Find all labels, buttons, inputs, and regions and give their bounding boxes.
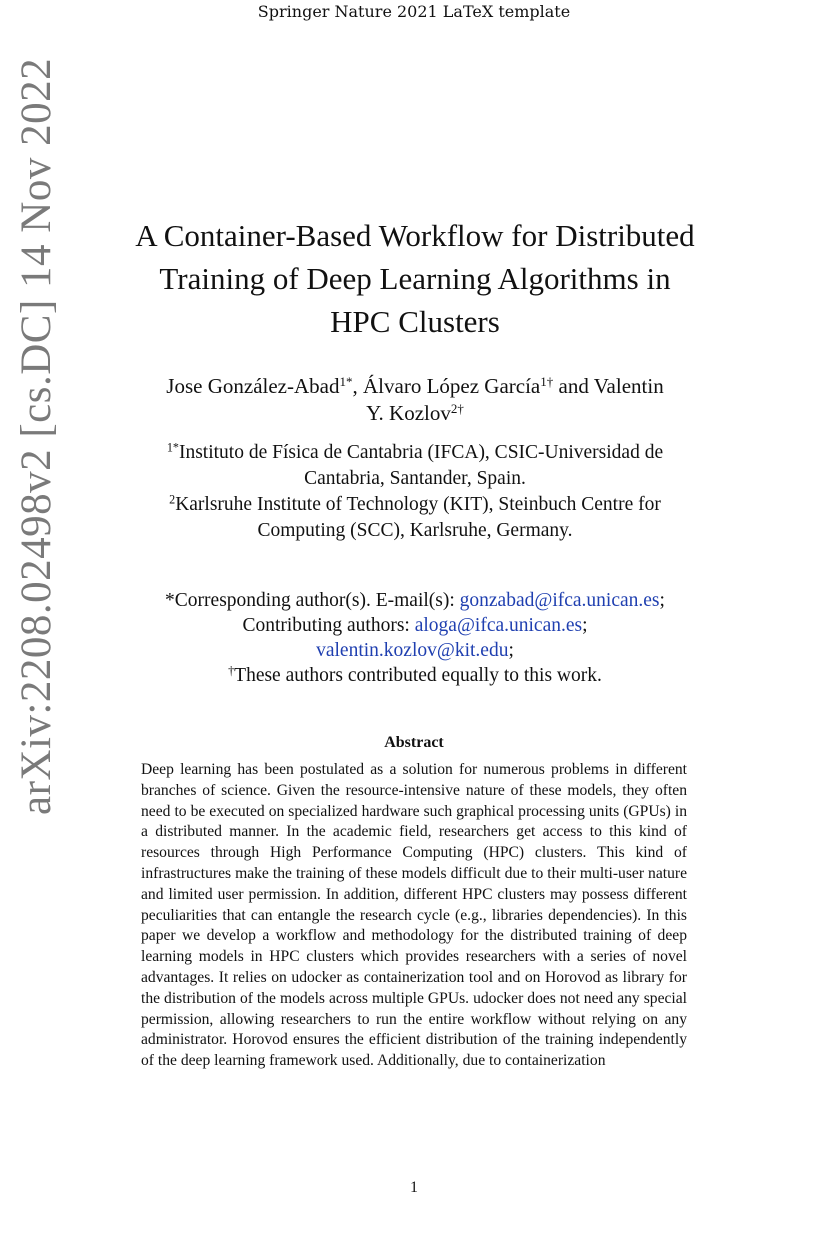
title-line: Training of Deep Learning Algorithms in — [159, 261, 671, 296]
separator: ; — [582, 615, 588, 636]
author-name: Jose González-Abad — [166, 374, 340, 398]
author-conjunction: and Valentin — [553, 374, 664, 398]
separator: ; — [659, 590, 665, 611]
contributing-label: Contributing authors: — [242, 615, 415, 636]
affiliations — [110, 440, 720, 544]
corresponding-email-link[interactable]: gonzabad@ifca.unican.es — [459, 590, 660, 611]
affiliation-mark: 2 — [169, 492, 176, 507]
abstract-heading: Abstract — [384, 734, 444, 751]
author-mark: 1* — [339, 373, 353, 389]
affiliation-line: Cantabria, Santander, Spain. — [304, 468, 526, 489]
title-line: A Container-Based Workflow for Distributed — [135, 218, 695, 253]
contributing-email-link[interactable]: valentin.kozlov@kit.edu — [316, 640, 509, 661]
affiliation-line: Computing (SCC), Karlsruhe, Germany. — [257, 520, 573, 541]
equal-contribution-note — [110, 663, 720, 688]
corresponding-line — [110, 588, 720, 613]
arxiv-stamp: arXiv:2208.02498v2 [cs.DC] 14 Nov 2022 — [13, 57, 60, 815]
dagger-mark: † — [228, 663, 235, 678]
affiliation-line — [110, 440, 720, 466]
affiliation — [110, 440, 720, 492]
paper-title — [110, 214, 720, 343]
author-name: Álvaro López García — [363, 374, 541, 398]
author-mark: 1† — [540, 373, 554, 389]
affiliation-mark: 1* — [166, 440, 179, 455]
author-line — [110, 373, 720, 400]
contact-block — [110, 588, 720, 688]
author-mark: 2† — [450, 400, 464, 416]
affiliation-line — [110, 492, 720, 518]
title-line: HPC Clusters — [330, 304, 500, 339]
affiliation-text: Karlsruhe Institute of Technology (KIT), Steinbuch Centre for — [175, 494, 661, 515]
contributing-line — [110, 613, 720, 638]
running-header: Springer Nature 2021 LaTeX template — [257, 2, 571, 21]
affiliation-text: Instituto de Física de Cantabria (IFCA), CSIC-Universidad de — [178, 442, 664, 463]
page-number: 1 — [410, 1179, 418, 1196]
affiliation — [110, 492, 720, 544]
contributing-email-link[interactable]: aloga@ifca.unican.es — [414, 615, 583, 636]
abstract-body: Deep learning has been postulated as a solution for numerous problems in different branches of science. Given the resource-intensive nature of these models, they often need to be executed on specialized hardware such graphical processing units (GPUs) in a distributed manner. In the academic field, researchers get access to this kind of resources through High Performance Computing (HPC) clusters. This kind of infrastructures make the training of these models difficult due to their multi-user nature and limited user permission. In addition, different HPC clusters may possess different peculiarities that can entangle the research cycle (e.g., libraries dependencies). In this paper we develop a workflow and methodology for the distributed training of deep learning models in HPC clusters which provides researchers with a series of novel advantages. It relies on udocker as containerization tool and on Horovod as library for the distribution of the models across multiple GPUs. udocker does not need any special permission, allowing researchers to run the entire workflow without relying on any administrator. Horovod ensures the efficient distribution of the training independently of the deep learning framework used. Additionally, due to containerization — [141, 761, 687, 1070]
author-list — [110, 373, 720, 427]
contributing-line — [110, 638, 720, 663]
author-line — [110, 400, 720, 427]
corresponding-label: *Corresponding author(s). E-mail(s): — [165, 590, 460, 611]
author-separator: , — [352, 374, 363, 398]
author-name: Y. Kozlov — [366, 401, 451, 425]
equal-contribution-text: These authors contributed equally to this work. — [234, 665, 602, 686]
separator: ; — [508, 640, 514, 661]
